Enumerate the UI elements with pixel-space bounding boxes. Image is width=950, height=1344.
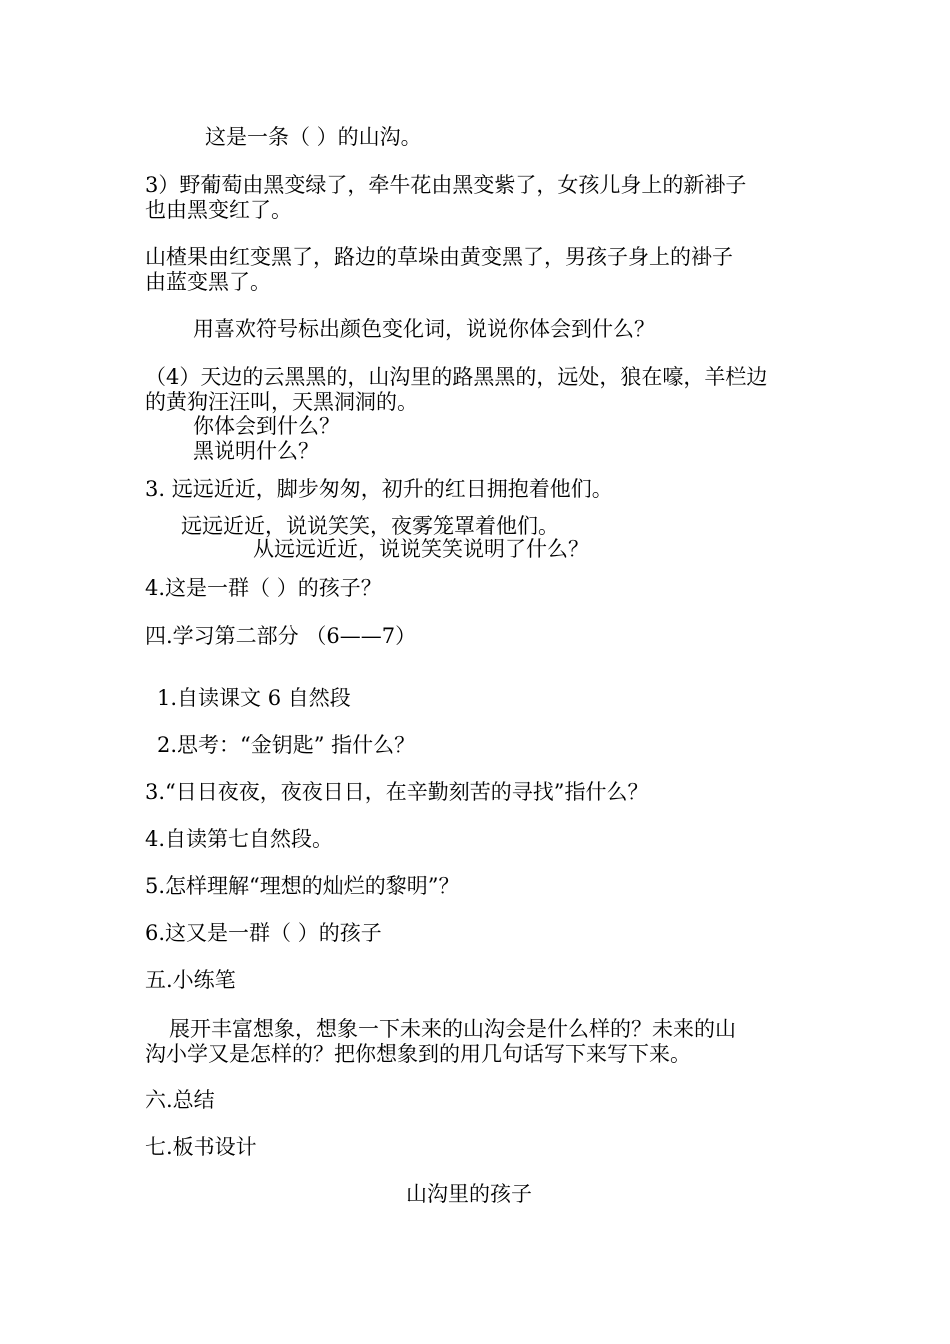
text-line: 展开丰富想象，想象一下未来的山沟会是什么样的？未来的山 [169,1017,736,1041]
list-item: 4.自读第七自然段。 [145,827,334,851]
text-line: 沟小学又是怎样的？把你想象到的用几句话写下来写下来。 [145,1042,691,1066]
text-line: 从远远近近，说说笑笑说明了什么？ [253,537,589,561]
text-line: 的黄狗汪汪叫，天黑洞洞的。 [145,390,418,414]
text-line: 4.这是一群（ ）的孩子？ [145,576,382,600]
text-line: 用喜欢符号标出颜色变化词，说说你体会到什么？ [193,317,655,341]
section-heading: 五.小练笔 [145,968,236,992]
text-line: 3. 远远近近，脚步匆匆，初升的红日拥抱着他们。 [145,477,613,501]
text-line: 也由黑变红了。 [145,198,292,222]
section-heading: 七.板书设计 [145,1135,257,1159]
list-item: 1.自读课文 6 自然段 [157,686,351,710]
section-heading: 六.总结 [145,1088,215,1112]
section-heading: 四.学习第二部分 （6——7） [145,624,417,648]
text-line: 这是一条（ ）的山沟。 [205,125,422,149]
text-line: 山楂果由红变黑了，路边的草垛由黄变黑了，男孩子身上的褂子 [145,245,733,269]
list-item: 3.“日日夜夜，夜夜日日，在辛勤刻苦的寻找”指什么？ [145,780,649,804]
list-item: 5.怎样理解“理想的灿烂的黎明”？ [145,874,460,898]
text-line: 黑说明什么？ [193,439,319,463]
list-item: 6.这又是一群（ ）的孩子 [145,921,382,945]
text-line: 由蓝变黑了。 [145,270,271,294]
text-line: 你体会到什么？ [193,414,340,438]
text-line: 远远近近，说说笑笑，夜雾笼罩着他们。 [181,514,559,538]
text-line: 3）野葡萄由黑变绿了，牵牛花由黑变紫了，女孩儿身上的新褂子 [145,173,747,197]
board-title: 山沟里的孩子 [406,1182,532,1206]
text-line: （4）天边的云黑黑的，山沟里的路黑黑的，远处，狼在嚎，羊栏边 [145,365,768,389]
list-item: 2.思考：“金钥匙” 指什么？ [157,733,416,757]
